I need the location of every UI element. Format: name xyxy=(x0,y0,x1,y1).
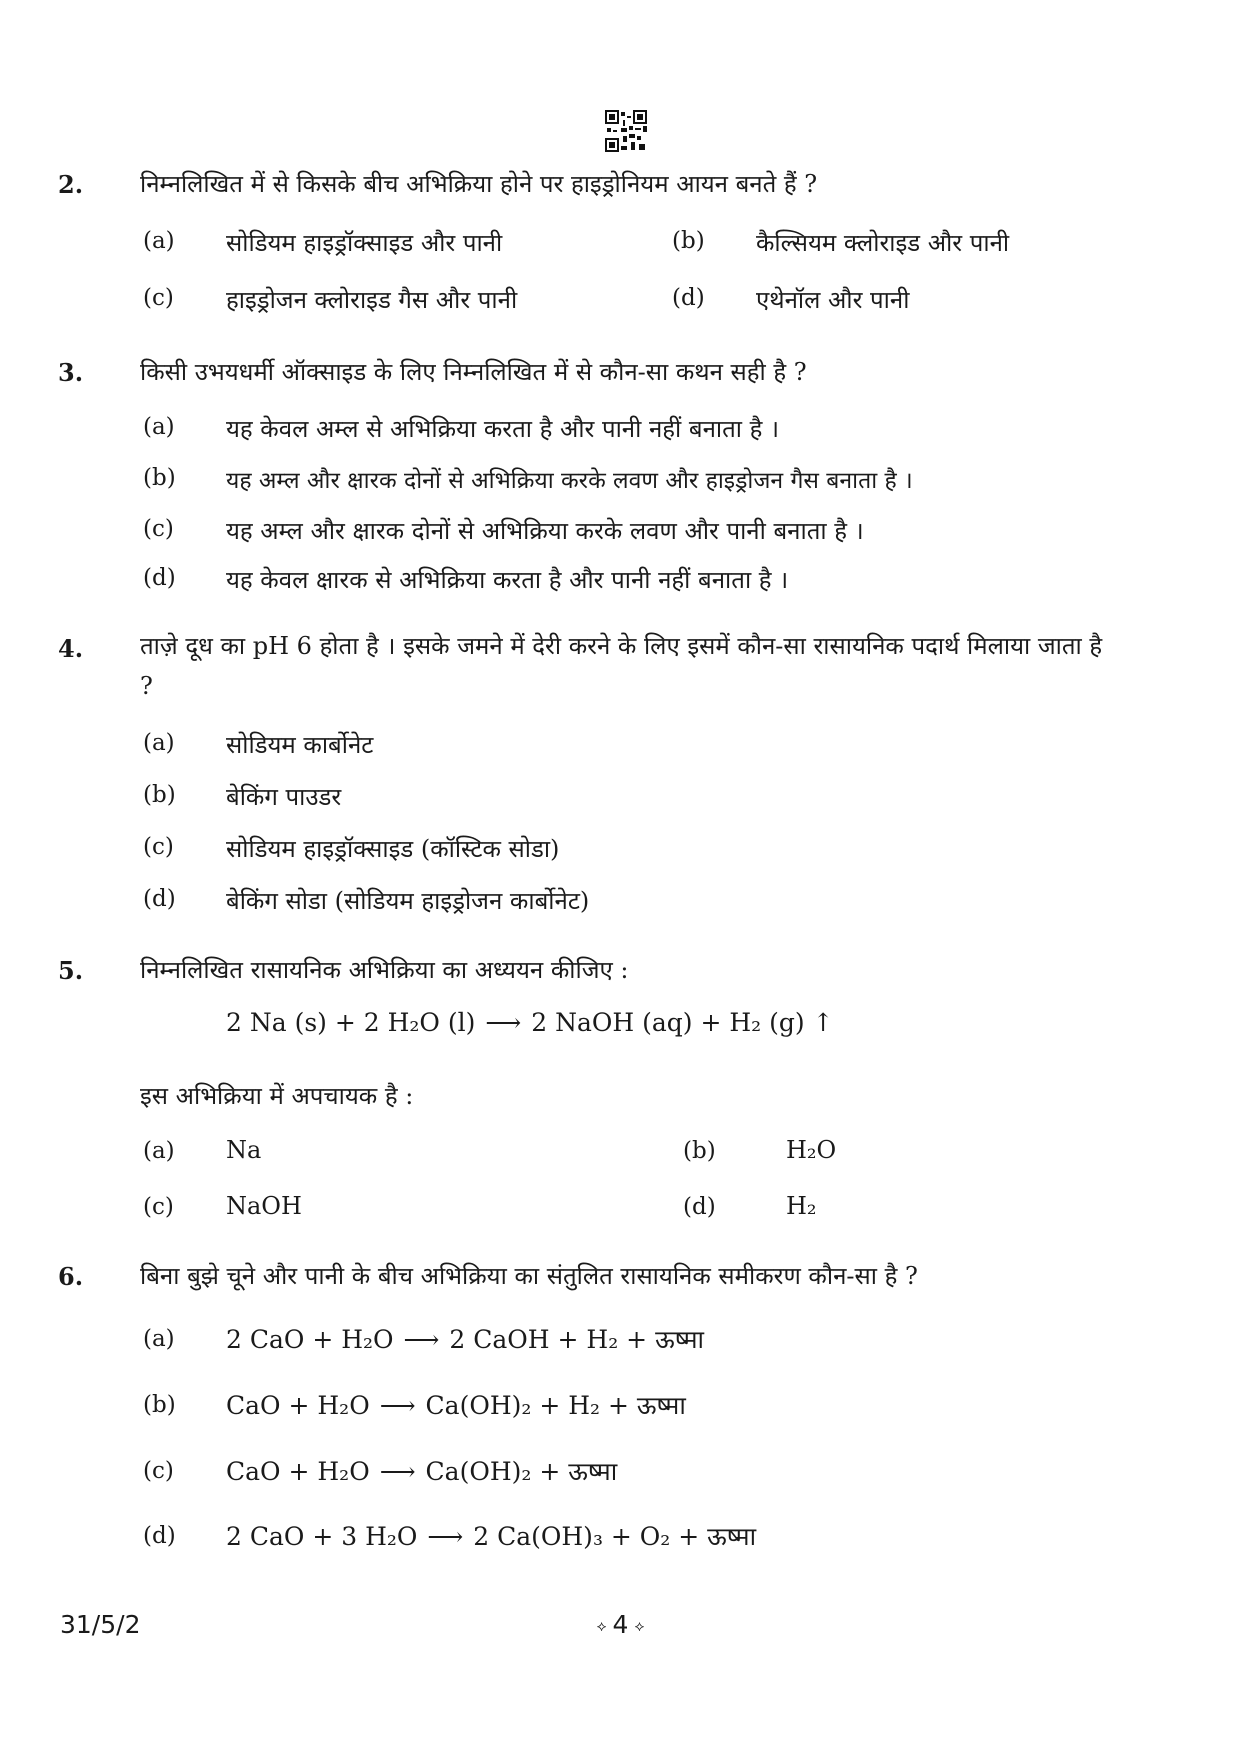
question-number: 2. xyxy=(58,170,84,199)
option-equation xyxy=(226,1519,756,1553)
option-equation xyxy=(226,1322,704,1356)
option-label: (a) xyxy=(143,1138,175,1164)
option-label: (c) xyxy=(143,834,174,860)
option-text: बेकिंग सोडा (सोडियम हाइड्रोजन कार्बोनेट) xyxy=(226,887,590,915)
option-text: यह केवल क्षारक से अभिक्रिया करता है और पानी नहीं बनाता है । xyxy=(226,566,789,594)
option-text: NaOH xyxy=(226,1192,302,1220)
question-number: 6. xyxy=(58,1262,84,1291)
option-label: (a) xyxy=(143,228,175,254)
option-label: (d) xyxy=(143,1523,176,1549)
option-text: H₂O xyxy=(786,1136,837,1164)
option-label: (a) xyxy=(143,730,175,756)
question-number: 5. xyxy=(58,956,84,985)
reaction-arrow-icon: ⟶ xyxy=(403,1325,440,1354)
option-label: (a) xyxy=(143,1326,175,1352)
question-number: 3. xyxy=(58,358,84,387)
question-number: 4. xyxy=(58,634,84,663)
ornament-left-icon: ⟡ xyxy=(596,1617,607,1635)
reaction-arrow-icon: ⟶ xyxy=(379,1457,416,1486)
option-text: सोडियम हाइड्रॉक्साइड और पानी xyxy=(226,229,503,257)
question-text: निम्नलिखित रासायनिक अभिक्रिया का अध्ययन कीजिए : xyxy=(140,956,629,984)
question-prompt: इस अभिक्रिया में अपचायक है : xyxy=(140,1082,414,1110)
equation-rhs: 2 CaOH + H₂ + ऊष्मा xyxy=(449,1325,705,1354)
option-text: सोडियम हाइड्रॉक्साइड (कॉस्टिक सोडा) xyxy=(226,835,560,863)
option-label: (d) xyxy=(683,1194,716,1220)
reaction-arrow-icon: ⟶ xyxy=(427,1522,464,1551)
page-number-block xyxy=(0,1610,1241,1639)
option-label: (c) xyxy=(143,1458,174,1484)
equation-rhs: Ca(OH)₂ + H₂ + ऊष्मा xyxy=(425,1391,686,1420)
option-text: यह अम्ल और क्षारक दोनों से अभिक्रिया करके लवण और पानी बनाता है । xyxy=(226,517,864,545)
page-number: 4 xyxy=(612,1610,629,1639)
option-text: कैल्सियम क्लोराइड और पानी xyxy=(756,229,1010,257)
option-label: (d) xyxy=(672,285,705,311)
option-label: (b) xyxy=(672,228,705,254)
option-label: (b) xyxy=(683,1138,716,1164)
question-text: बिना बुझे चूने और पानी के बीच अभिक्रिया का संतुलित रासायनिक समीकरण कौन-सा है ? xyxy=(140,1262,918,1290)
reaction-arrow-icon: ⟶ xyxy=(379,1391,416,1420)
equation-lhs: 2 CaO + H₂O xyxy=(226,1325,394,1354)
option-text: बेकिंग पाउडर xyxy=(226,783,342,811)
option-label: (b) xyxy=(143,1392,176,1418)
question-text: निम्नलिखित में से किसके बीच अभिक्रिया होने पर हाइड्रोनियम आयन बनते हैं ? xyxy=(140,170,818,198)
equation-lhs: 2 CaO + 3 H₂O xyxy=(226,1522,418,1551)
paper-code: 31/5/2 xyxy=(60,1610,141,1639)
equation-rhs: 2 NaOH (aq) + H₂ (g) ↑ xyxy=(531,1008,834,1037)
option-text: हाइड्रोजन क्लोराइड गैस और पानी xyxy=(226,286,518,314)
equation-lhs: CaO + H₂O xyxy=(226,1457,370,1486)
question-text: ताज़े दूध का pH 6 होता है । इसके जमने में देरी करने के लिए इसमें कौन-सा रासायनिक पदार्थ मिलाया जाता है ? xyxy=(140,632,1103,700)
option-label: (c) xyxy=(143,1194,174,1220)
option-label: (a) xyxy=(143,414,175,440)
option-label: (c) xyxy=(143,516,174,542)
equation-lhs: 2 Na (s) + 2 H₂O (l) xyxy=(226,1008,476,1037)
qr-code-icon xyxy=(605,110,647,152)
option-label: (b) xyxy=(143,782,176,808)
option-label: (b) xyxy=(143,465,176,491)
chemical-equation xyxy=(226,1008,834,1037)
option-text: यह केवल अम्ल से अभिक्रिया करता है और पानी नहीं बनाता है । xyxy=(226,415,780,443)
option-label: (d) xyxy=(143,565,176,591)
option-equation xyxy=(226,1388,686,1422)
ornament-right-icon: ⟡ xyxy=(634,1617,645,1635)
option-label: (d) xyxy=(143,886,176,912)
equation-rhs: 2 Ca(OH)₃ + O₂ + ऊष्मा xyxy=(473,1522,757,1551)
option-text: यह अम्ल और क्षारक दोनों से अभिक्रिया करके लवण और हाइड्रोजन गैस बनाता है । xyxy=(226,468,913,494)
option-text: एथेनॉल और पानी xyxy=(756,286,910,314)
reaction-arrow-icon: ⟶ xyxy=(485,1008,522,1037)
option-label: (c) xyxy=(143,285,174,311)
option-text: सोडियम कार्बोनेट xyxy=(226,731,374,759)
equation-rhs: Ca(OH)₂ + ऊष्मा xyxy=(425,1457,618,1486)
option-text: H₂ xyxy=(786,1192,817,1220)
equation-lhs: CaO + H₂O xyxy=(226,1391,370,1420)
option-equation xyxy=(226,1454,617,1488)
option-text: Na xyxy=(226,1136,262,1164)
question-text: किसी उभयधर्मी ऑक्साइड के लिए निम्नलिखित में से कौन-सा कथन सही है ? xyxy=(140,358,807,386)
